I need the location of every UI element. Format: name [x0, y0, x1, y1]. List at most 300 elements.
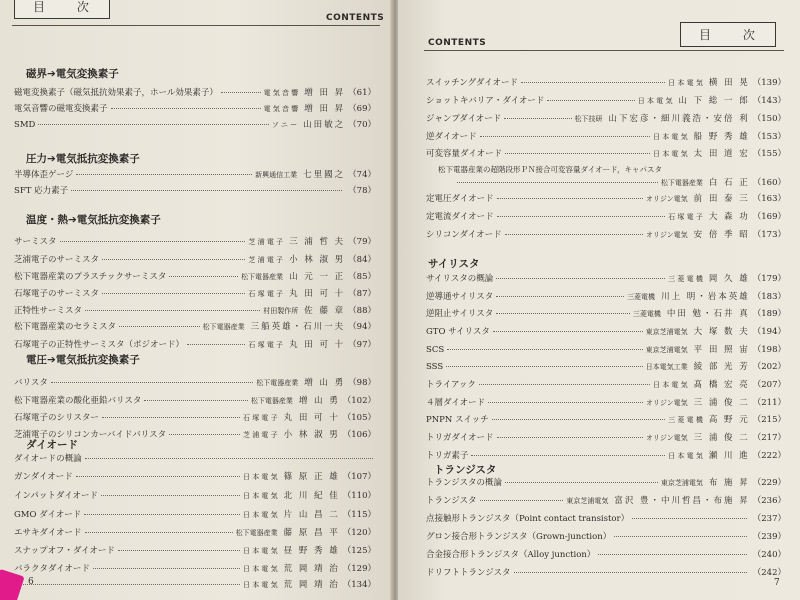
entry-title: 芝浦電子のサーミスタ — [14, 255, 100, 265]
entry-page: （236） — [752, 496, 786, 506]
entry-page: （207） — [752, 380, 786, 390]
entry-company: 松下電器産業 — [235, 529, 278, 537]
entry-title: 芝浦電子のシリコンカーバイドバリスタ — [14, 430, 167, 440]
page-number-right: 7 — [774, 578, 780, 588]
contents-label-right: CONTENTS — [428, 38, 487, 48]
entry-author: 白 石 正 — [708, 178, 750, 188]
toc-entry — [14, 508, 376, 520]
entry-page: （153） — [752, 132, 786, 142]
entry-company: 松下電器産業 — [202, 323, 245, 331]
toc-entry — [426, 94, 786, 106]
entry-title: グロン接合形トランジスタ（Grown-junction） — [426, 532, 612, 542]
entry-company: オリジン電気 — [645, 434, 688, 442]
entry-page: （107） — [342, 472, 376, 482]
entry-company: 東京芝浦電気 — [645, 328, 688, 336]
entry-company: 日 本 電 気 — [652, 150, 688, 158]
dot-leader — [221, 92, 261, 93]
dot-leader — [614, 536, 747, 537]
entry-title: ドリフトトランジスタ — [426, 568, 511, 578]
toc-entry — [426, 476, 786, 488]
dot-leader — [119, 326, 200, 327]
toc-entry — [14, 394, 376, 406]
section-heading: トランジスタ — [434, 464, 497, 476]
entry-company: 日本電気工業 — [645, 363, 688, 371]
entry-title: サーミスタ — [14, 237, 57, 247]
dot-leader — [38, 124, 268, 125]
entry-page: （134） — [342, 580, 376, 590]
dot-leader — [496, 278, 665, 279]
dot-leader — [598, 554, 746, 555]
dot-leader — [101, 495, 240, 496]
toc-entry — [426, 494, 786, 506]
entry-company: 東京芝浦電気 — [660, 479, 703, 487]
entry-company: 電 気 音 響 — [263, 105, 299, 113]
dot-leader — [488, 402, 643, 403]
dot-leader — [505, 234, 643, 235]
entry-title: 逆ダイオード — [426, 132, 477, 142]
entry-company: 松下電器産業 — [250, 397, 293, 405]
entry-title: SFT 応力素子 — [14, 186, 69, 196]
toc-entry — [14, 287, 376, 299]
entry-author: 増 田 昇 — [304, 88, 346, 98]
entry-author: 増 山 勇 — [304, 378, 346, 388]
dot-leader — [471, 455, 665, 456]
entry-author: 増 山 勇 — [298, 396, 340, 406]
dot-leader — [480, 136, 650, 137]
entry-author: 中田 勉・石井 真 — [666, 309, 750, 319]
entry-company: 松下電器産業 — [660, 179, 703, 187]
entry-page: （202） — [752, 362, 786, 372]
entry-company: オリジン電気 — [645, 231, 688, 239]
toc-entry — [14, 320, 376, 332]
entry-title: 定電流ダイオード — [426, 212, 494, 222]
section-heading: サイリスタ — [428, 258, 480, 270]
entry-title: トリガダイオード — [426, 433, 494, 443]
entry-title: エサキダイオード — [14, 528, 82, 538]
entry-page: （115） — [342, 510, 376, 520]
dot-leader — [102, 259, 245, 260]
entry-company: 松下電器産業 — [241, 273, 284, 281]
header-mokuji-right: 目 次 — [680, 22, 776, 47]
toc-entry — [426, 413, 786, 425]
toc-entry — [426, 343, 786, 355]
entry-company: 日 本 電 気 — [637, 97, 673, 105]
entry-title: ４層ダイオード — [426, 398, 486, 408]
dot-leader — [144, 400, 248, 401]
entry-author: 富沢 豊・中川哲昌・布施 昇 — [614, 496, 750, 506]
entry-company: 石 塚 電 子 — [248, 341, 284, 349]
toc-entry — [426, 307, 786, 319]
page-number-left: 6 — [28, 577, 34, 587]
dot-leader — [85, 310, 260, 311]
entry-company: 日 本 電 気 — [242, 511, 278, 519]
entry-author: 布 施 昇 — [708, 478, 750, 488]
dot-leader — [93, 568, 240, 569]
entry-author: 昼 野 秀 雄 — [283, 546, 340, 556]
entry-page: （78） — [348, 186, 376, 196]
entry-page: （110） — [342, 491, 376, 501]
entry-company: ソ ニ ー — [271, 121, 298, 129]
toc-entry — [426, 130, 786, 142]
entry-company: 日 本 電 気 — [242, 581, 278, 589]
dot-leader — [447, 349, 643, 350]
toc-entry — [14, 270, 376, 282]
entry-company: 石 塚 電 子 — [242, 414, 278, 422]
entry-page: （120） — [342, 528, 376, 538]
entry-page: （88） — [348, 306, 376, 316]
entry-title: トランジスタ — [426, 496, 477, 506]
entry-author: 丸 田 可 十 — [283, 413, 340, 423]
entry-author: 北 川 紀 佳 — [283, 491, 340, 501]
entry-author: 髙 橋 宏 亮 — [693, 380, 750, 390]
entry-company: 石 塚 電 子 — [248, 290, 284, 298]
entry-title: GMO ダイオード — [14, 510, 82, 520]
entry-page: （79） — [348, 237, 376, 247]
entry-author: 片 山 昌 二 — [283, 510, 340, 520]
entry-author: 船 野 秀 雄 — [693, 132, 750, 142]
toc-entry — [426, 449, 786, 461]
entry-company: 日 本 電 気 — [668, 452, 703, 460]
toc-entry — [14, 578, 376, 590]
dot-leader — [71, 190, 342, 191]
entry-author: 七里國之 — [303, 170, 346, 180]
entry-author: 横 田 晃 — [708, 78, 750, 88]
section-heading: 温度・熱➔電気抵抗変換素子 — [26, 214, 161, 226]
entry-company: 日 本 電 気 — [242, 547, 278, 555]
entry-title: 可変容量ダイオード — [426, 149, 503, 159]
toc-entry — [426, 378, 786, 390]
section-heading: 磁界➔電気変換素子 — [26, 68, 119, 80]
entry-company: 松下電器産業 — [256, 379, 299, 387]
entry-page: （183） — [752, 292, 786, 302]
entry-page: （70） — [348, 120, 376, 130]
entry-title: 石塚電子のシリスター — [14, 413, 99, 423]
entry-page: （97） — [348, 340, 376, 350]
entry-author: 佐 藤 章 — [304, 306, 346, 316]
entry-author: 荒 岡 靖 治 — [283, 564, 340, 574]
left-page — [0, 0, 392, 600]
entry-title: スナップオフ・ダイオード — [14, 546, 115, 556]
entry-author: 丸 田 可 十 — [289, 289, 346, 299]
toc-entry — [426, 530, 786, 542]
dot-leader — [547, 100, 634, 101]
toc-entry — [426, 228, 786, 240]
entry-title: バラクタダイオード — [14, 564, 90, 574]
entry-company: 芝 浦 電 子 — [242, 431, 278, 439]
toc-entry — [14, 489, 376, 501]
entry-company: 日 本 電 気 — [652, 381, 688, 389]
entry-page: （87） — [348, 289, 376, 299]
toc-entry — [14, 338, 376, 350]
entry-title: 松下電器産業のプラスチックサーミスタ — [14, 272, 167, 282]
entry-page: （155） — [752, 149, 786, 159]
entry-title: PNPN スイッチ — [426, 415, 489, 425]
entry-page: （229） — [752, 478, 786, 488]
entry-page: （160） — [752, 178, 786, 188]
entry-author: 山田敏之 — [303, 120, 346, 130]
entry-title: SSS — [426, 362, 444, 372]
entry-company: 日 本 電 気 — [668, 79, 703, 87]
entry-page: （61） — [348, 88, 376, 98]
entry-company: 芝 浦 電 子 — [248, 238, 284, 246]
header-mokuji-left: 目 次 — [14, 0, 110, 19]
dot-leader — [479, 384, 650, 385]
entry-title: インパットダイオード — [14, 491, 98, 501]
entry-page: （215） — [752, 415, 786, 425]
dot-leader — [85, 458, 373, 459]
dot-leader — [85, 532, 233, 533]
dot-leader — [17, 584, 240, 585]
entry-author: 三 浦 哲 夫 — [289, 237, 346, 247]
entry-author: 小 林 淑 男 — [289, 255, 346, 265]
entry-page: （150） — [752, 114, 786, 124]
toc-entry — [426, 566, 786, 578]
entry-page: （74） — [348, 170, 376, 180]
entry-page: （222） — [752, 451, 786, 461]
toc-entry — [426, 431, 786, 443]
dot-leader — [76, 174, 252, 175]
dot-leader — [169, 434, 240, 435]
toc-entry — [14, 118, 376, 130]
entry-author: 瀬 川 進 — [708, 451, 750, 461]
entry-title: 逆阻止サイリスタ — [426, 309, 494, 319]
toc-entry — [14, 526, 376, 538]
entry-page: （163） — [752, 194, 786, 204]
toc-entry — [426, 512, 786, 524]
entry-title: SCS — [426, 345, 445, 355]
entry-page: （69） — [348, 104, 376, 114]
entry-author: 小 林 淑 男 — [283, 430, 340, 440]
entry-page: （237） — [752, 514, 786, 524]
entry-author: 大 塚 数 夫 — [693, 327, 750, 337]
entry-title: サイリスタの概論 — [426, 274, 494, 284]
entry-company: 新興通信工業 — [255, 171, 298, 179]
entry-author: 三船英雄・石川一夫 — [250, 322, 346, 332]
toc-entry — [14, 411, 376, 423]
entry-page: （139） — [752, 78, 786, 88]
entry-page: （211） — [752, 398, 786, 408]
entry-company: 日 本 電 気 — [652, 133, 688, 141]
dot-leader — [187, 344, 245, 345]
entry-author: 綾 部 光 芳 — [693, 362, 750, 372]
entry-page: （189） — [752, 309, 786, 319]
entry-company: 村田製作所 — [263, 307, 299, 315]
toc-entry — [14, 452, 376, 464]
toc-entry — [14, 304, 376, 316]
entry-page: （239） — [752, 532, 786, 542]
entry-page: （240） — [752, 550, 786, 560]
entry-company: 東京芝浦電気 — [645, 346, 688, 354]
entry-company: 石 塚 電 子 — [668, 213, 703, 221]
entry-page: （84） — [348, 255, 376, 265]
entry-title: バリスタ — [14, 378, 48, 388]
entry-author: 山下宏彦・細川義浩・安倍 利 — [608, 114, 750, 124]
toc-entry — [14, 470, 376, 482]
entry-title: 松下電器産業の酸化亜鉛バリスタ — [14, 396, 142, 406]
entry-author: 藤 原 昌 平 — [283, 528, 340, 538]
toc-entry — [14, 562, 376, 574]
dot-leader — [496, 296, 624, 297]
entry-title: トランジスタの概論 — [426, 478, 503, 488]
section-heading: 圧力➔電気抵抗変換素子 — [26, 153, 140, 165]
sub-title: 松下電器産業の超階段形ＰＮ接合可変容量ダイオード，キャパスタ — [438, 165, 662, 174]
entry-author: 岡 久 雄 — [708, 274, 750, 284]
dot-leader — [111, 108, 261, 109]
entry-company: オリジン電気 — [645, 399, 688, 407]
entry-title: 逆導通サイリスタ — [426, 292, 494, 302]
contents-label-left: CONTENTS — [326, 13, 385, 23]
entry-company: 三菱電機 — [632, 310, 661, 318]
dot-leader — [497, 198, 643, 199]
entry-company: 日 本 電 気 — [242, 565, 278, 573]
entry-page: （106） — [342, 430, 376, 440]
dot-leader — [496, 313, 630, 314]
entry-title: トライアック — [426, 380, 476, 390]
dot-leader — [51, 382, 253, 383]
entry-author: 山 元 一 正 — [289, 272, 346, 282]
entry-title: 合金接合形トランジスタ（Alloy junction） — [426, 550, 596, 560]
entry-author: 太 田 道 宏 — [693, 149, 750, 159]
entry-title: 正特性サーミスタ — [14, 306, 83, 316]
entry-page: （179） — [752, 274, 786, 284]
entry-company: 三 菱 電 機 — [668, 275, 703, 283]
entry-author: 山 下 総 一 郎 — [678, 96, 750, 106]
toc-entry — [14, 168, 376, 180]
entry-author: 平 田 照 宙 — [693, 345, 750, 355]
entry-author: 丸 田 可 十 — [289, 340, 346, 350]
toc-entry — [426, 272, 786, 284]
toc-entry — [426, 548, 786, 560]
entry-title: 松下電器産業のセラミスタ — [14, 322, 117, 332]
entry-company: 芝 浦 電 子 — [248, 256, 284, 264]
section-heading: 電圧➔電気抵抗変換素子 — [26, 354, 140, 366]
dot-leader — [514, 572, 747, 573]
dot-leader — [521, 82, 665, 83]
entry-page: （105） — [342, 413, 376, 423]
entry-page: （85） — [348, 272, 376, 282]
toc-entry — [426, 192, 786, 204]
entry-author: 篠 原 正 雄 — [283, 472, 340, 482]
entry-title: 点接触形トランジスタ（Point contact transistor） — [426, 514, 630, 524]
section-heading: ダイオード — [26, 439, 78, 451]
dot-leader — [102, 417, 240, 418]
entry-page: （198） — [752, 345, 786, 355]
toc-entry — [14, 235, 376, 247]
entry-company: オリジン電気 — [645, 195, 688, 203]
dot-leader — [457, 182, 658, 183]
toc-entry — [14, 253, 376, 265]
entry-author: 三 浦 俊 二 — [693, 433, 750, 443]
entry-company: 日 本 電 気 — [242, 492, 278, 500]
entry-title: 電気音響の磁電変換素子 — [14, 104, 108, 114]
toc-entry — [14, 102, 376, 114]
dot-leader — [492, 419, 665, 420]
dot-leader — [446, 366, 642, 367]
entry-title: ショットキバリア・ダイオード — [426, 96, 545, 106]
header-rule-left — [12, 25, 380, 26]
toc-entry — [14, 184, 376, 196]
dot-leader — [102, 293, 245, 294]
entry-page: （242） — [752, 568, 786, 578]
entry-company: 松下技研 — [574, 115, 603, 123]
toc-entry — [426, 396, 786, 408]
entry-title: 定電圧ダイオード — [426, 194, 494, 204]
toc-entry — [14, 86, 376, 98]
entry-title: ガンダイオード — [14, 472, 73, 482]
dot-leader — [493, 331, 643, 332]
entry-page: （143） — [752, 96, 786, 106]
entry-title: トリガ素子 — [426, 451, 469, 461]
dot-leader — [497, 437, 643, 438]
toc-entry — [426, 147, 786, 159]
header-rule-right — [424, 50, 784, 51]
dot-leader — [505, 482, 658, 483]
entry-title: 石塚電子のサーミスタ — [14, 289, 100, 299]
dot-leader — [505, 153, 650, 154]
entry-company: 電 気 音 響 — [263, 89, 299, 97]
toc-entry — [14, 544, 376, 556]
toc-entry — [426, 290, 786, 302]
toc-entry — [426, 76, 786, 88]
entry-author: 高 野 元 — [708, 415, 750, 425]
entry-page: （94） — [348, 322, 376, 332]
entry-page: （217） — [752, 433, 786, 443]
dot-leader — [169, 276, 238, 277]
entry-author: 大 森 功 — [708, 212, 750, 222]
entry-author: 荒 岡 靖 治 — [283, 580, 340, 590]
toc-entry — [14, 376, 376, 388]
dot-leader — [504, 118, 571, 119]
toc-entry — [426, 210, 786, 222]
entry-author: 増 田 昇 — [304, 104, 346, 114]
dot-leader — [118, 550, 240, 551]
entry-title: スイッチングダイオード — [426, 78, 518, 88]
entry-page: （173） — [752, 230, 786, 240]
entry-title: ジャンプダイオード — [426, 114, 502, 124]
toc-entry — [426, 360, 786, 372]
entry-title: 半導体歪ゲージ — [14, 170, 74, 180]
toc-entry — [426, 112, 786, 124]
toc-entry — [454, 176, 786, 188]
dot-leader — [480, 500, 564, 501]
dot-leader — [84, 514, 240, 515]
dot-leader — [76, 476, 240, 477]
entry-page: （98） — [348, 378, 376, 388]
right-page — [398, 0, 800, 600]
toc-entry — [426, 325, 786, 337]
entry-title: ダイオードの概論 — [14, 454, 82, 464]
entry-author: 三 浦 俊 二 — [693, 398, 750, 408]
entry-page: （102） — [342, 396, 376, 406]
dot-leader — [60, 241, 246, 242]
dot-leader — [497, 216, 666, 217]
entry-page: （129） — [342, 564, 376, 574]
entry-author: 前 田 泰 三 — [693, 194, 750, 204]
entry-title: 磁電変換素子（磁気抵抗効果素子，ホール効果素子） — [14, 88, 218, 98]
entry-page: （125） — [342, 546, 376, 556]
entry-company: 三 菱 電 機 — [668, 416, 703, 424]
entry-author: 安 倍 季 昭 — [693, 230, 750, 240]
entry-company: 日 本 電 気 — [242, 473, 278, 481]
entry-title: シリコンダイオード — [426, 230, 502, 240]
entry-company: 東京芝浦電気 — [566, 497, 609, 505]
entry-author: 川上 明・岩本英雄 — [661, 292, 750, 302]
entry-page: （169） — [752, 212, 786, 222]
entry-page: （194） — [752, 327, 786, 337]
entry-title: 石塚電子の正特性サーミスタ（ポジオード） — [14, 340, 185, 350]
entry-company: 三菱電機 — [627, 293, 656, 301]
entry-title: GTO サイリスタ — [426, 327, 490, 337]
